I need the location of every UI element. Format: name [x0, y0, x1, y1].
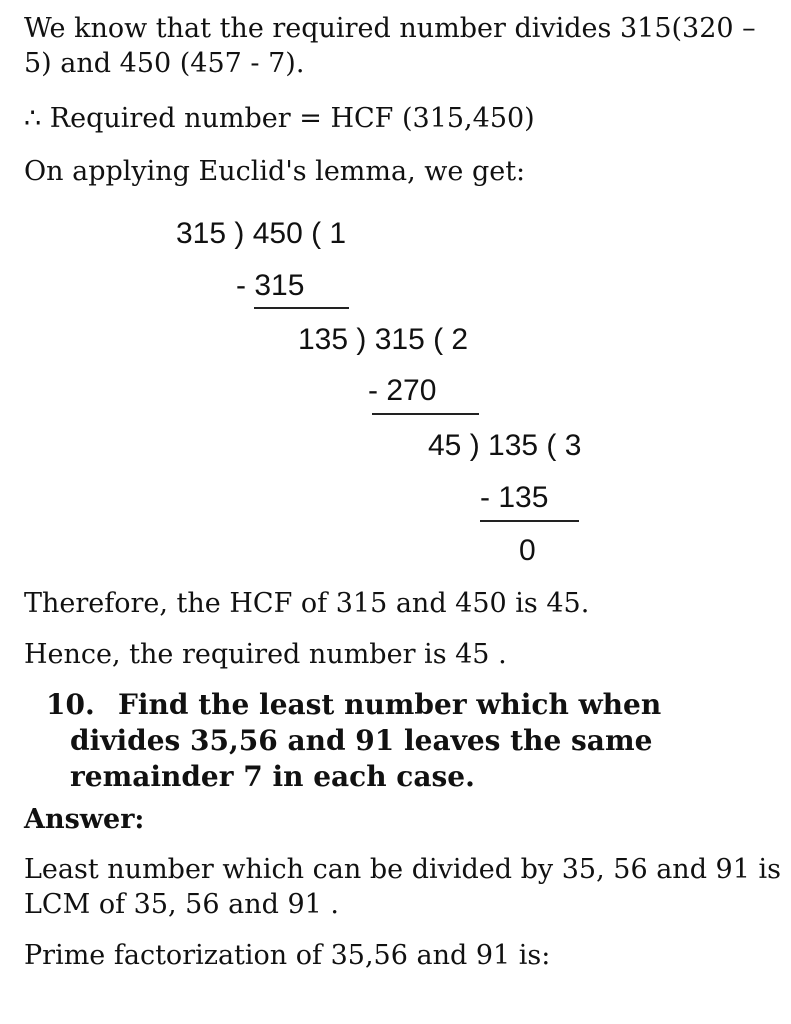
required-number-statement: ∴ Required number = HCF (315,450): [24, 103, 535, 134]
question-text-line-2: divides 35,56 and 91 leaves the same: [70, 724, 653, 757]
division-step-2: 135 ) 315 ( 2: [298, 323, 469, 356]
hcf-conclusion: Therefore, the HCF of 315 and 450 is 45.: [24, 588, 590, 619]
question-10-line-1: [46, 687, 661, 722]
intro-line-2: 5) and 450 (457 - 7).: [24, 48, 305, 79]
division-rule-1: [254, 307, 349, 309]
question-text-line-1: Find the least number which when: [118, 688, 662, 721]
euclid-lemma-line: On applying Euclid's lemma, we get:: [24, 156, 526, 187]
required-number-conclusion: Hence, the required number is 45 .: [24, 639, 507, 670]
answer-line-1: Least number which can be divided by 35, 56 and 91 is: [24, 854, 781, 885]
division-step-3: 45 ) 135 ( 3: [428, 429, 582, 462]
answer-line-3: Prime factorization of 35,56 and 91 is:: [24, 940, 551, 971]
intro-line-1: We know that the required number divides 315(320 –: [24, 13, 756, 44]
division-rule-2: [372, 413, 479, 415]
division-subtract-2: - 270: [368, 374, 437, 407]
division-remainder: 0: [519, 534, 536, 567]
answer-label: Answer:: [24, 804, 145, 835]
question-text-line-3: remainder 7 in each case.: [70, 760, 475, 793]
question-number: 10.: [46, 688, 95, 721]
division-subtract-3: - 135: [480, 481, 549, 514]
division-subtract-1: - 315: [236, 269, 305, 302]
answer-line-2: LCM of 35, 56 and 91 .: [24, 889, 339, 920]
division-rule-3: [480, 520, 579, 522]
division-step-1: 315 ) 450 ( 1: [176, 217, 347, 250]
